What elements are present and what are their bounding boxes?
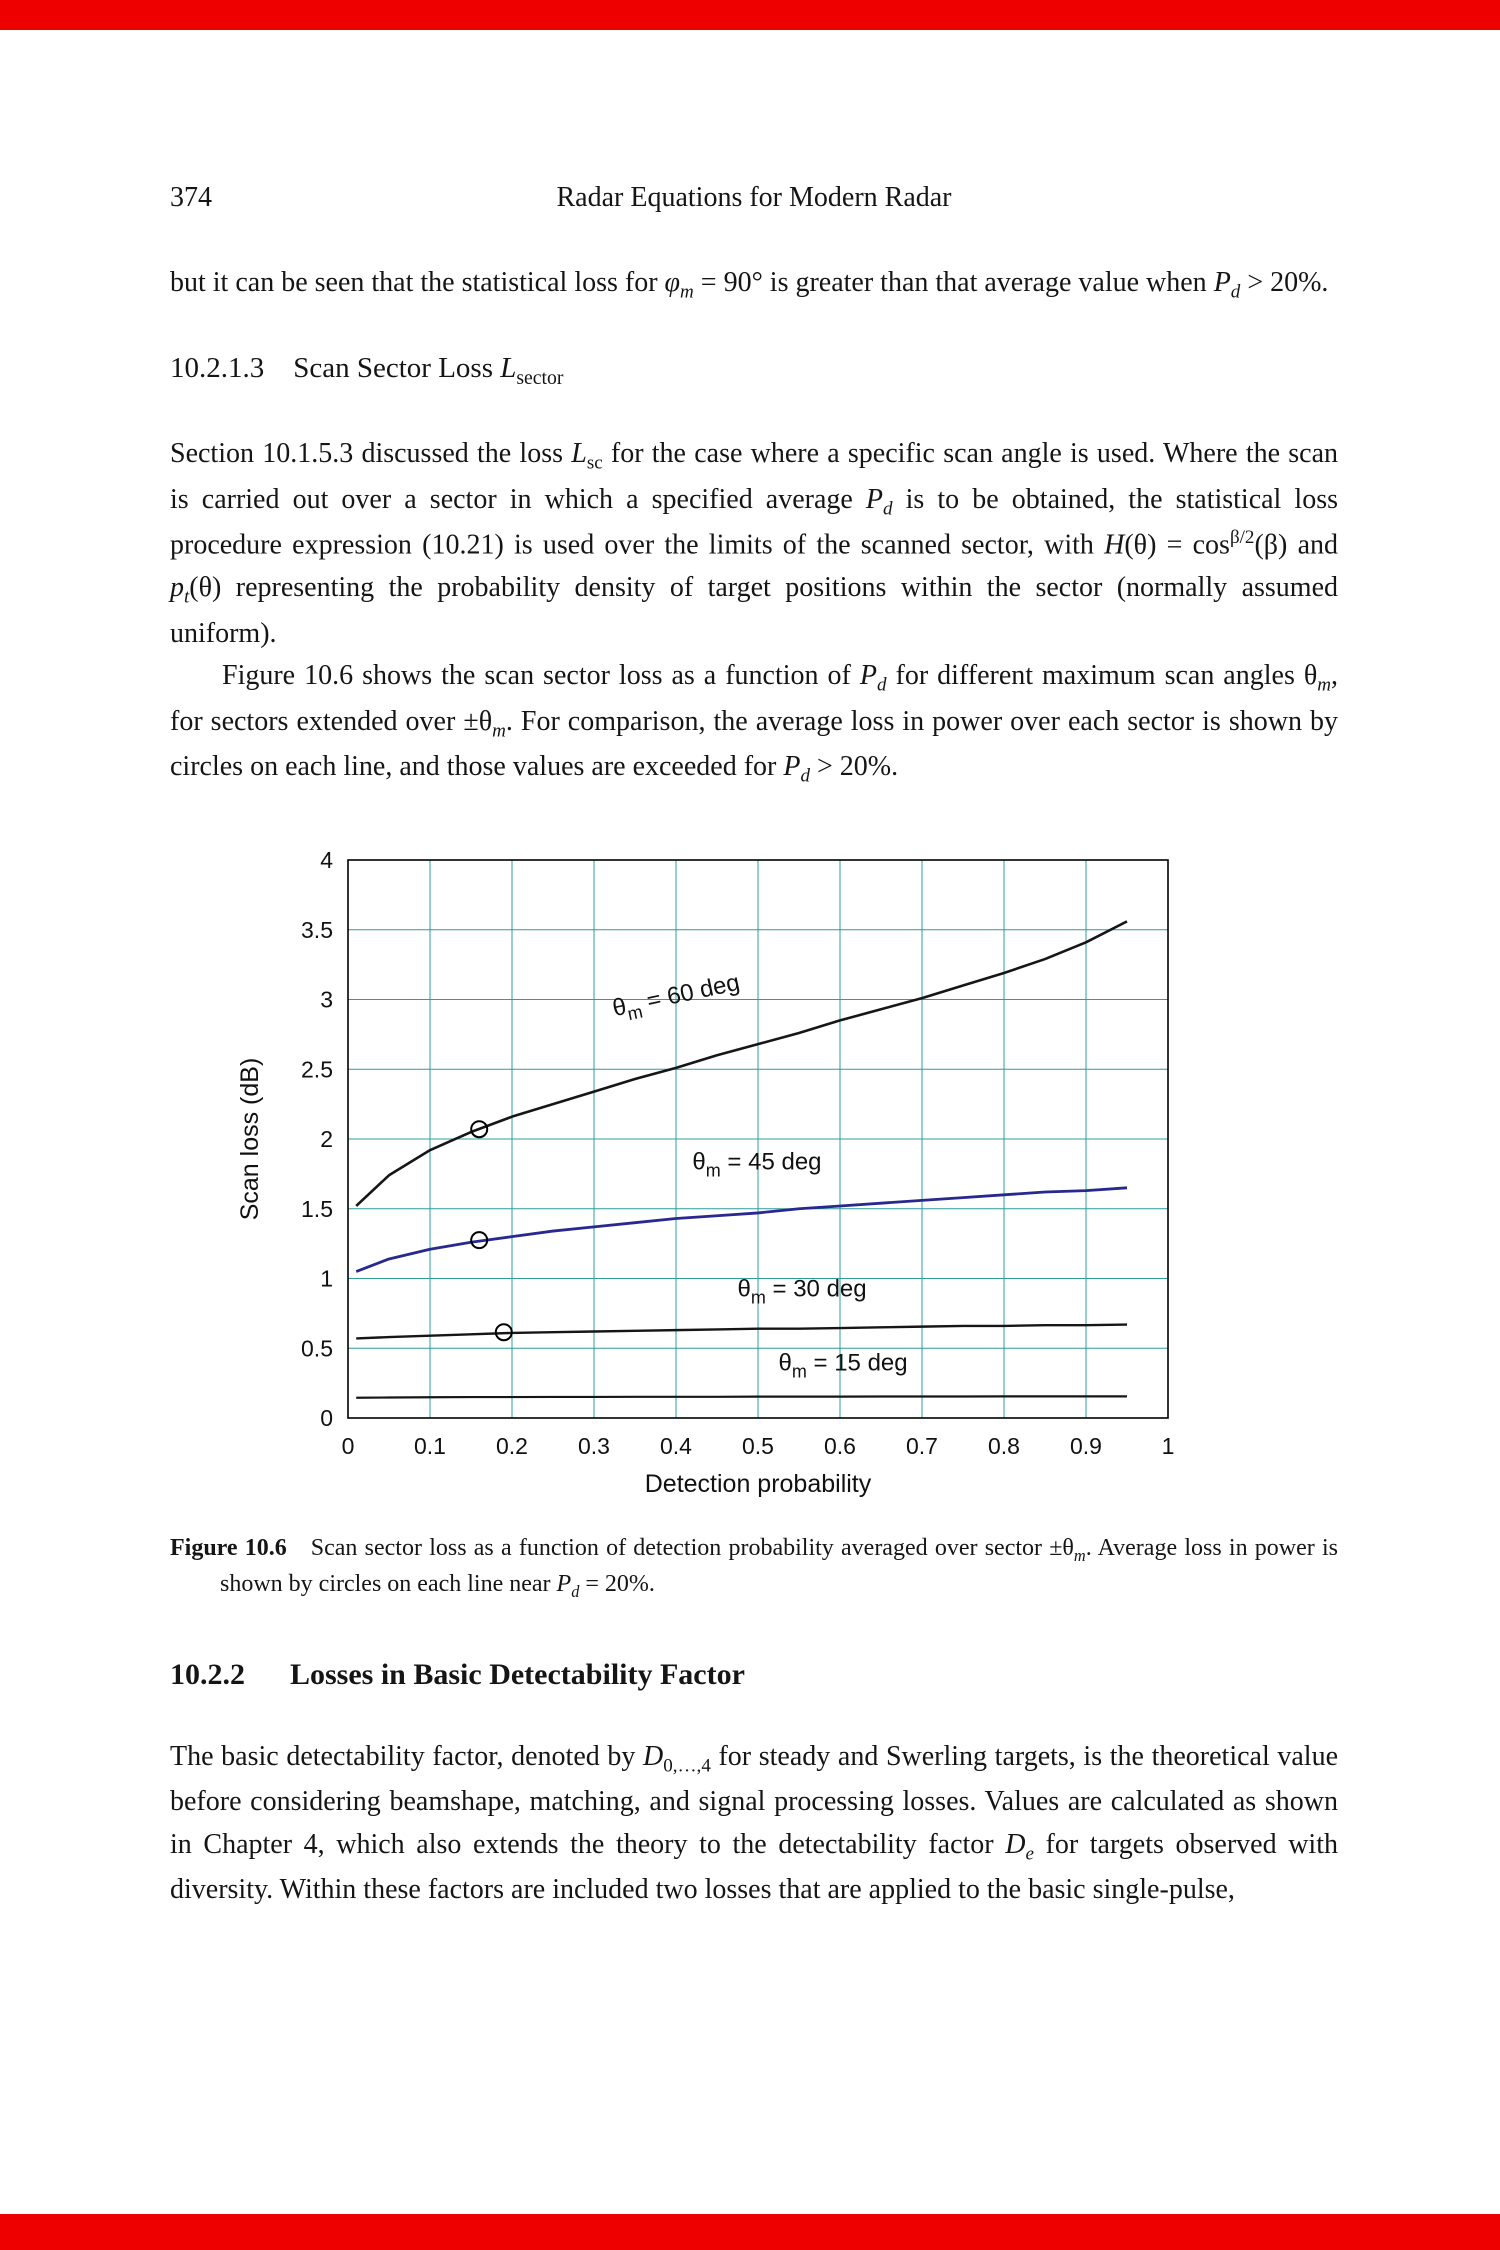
x-tick-label: 0.7 [906,1432,938,1459]
x-tick-label: 0.4 [660,1432,692,1459]
figure-10-6 [230,842,1338,1507]
x-tick-label: 0.3 [578,1432,610,1459]
section-heading-10-2-1-3: 10.2.1.3 Scan Sector Loss $L_{sector}$ [170,351,564,389]
page-content [170,182,1338,1912]
top-accent-bar [0,0,1500,30]
figure-caption: Figure 10.6 Scan sector loss as a function of detection probability averaged over sector $\pm\theta_m$. Average loss in power is shown by circles on each line near $P_d = 20\%$. [170,1534,1339,1602]
paragraph-figure-reference: Figure 10.6 shows the scan sector loss as a function of $P_d$ for different maximum scan angles $\theta_m$, for sectors extended over $\pm\theta_m$. For comparison, the average loss in power over each sector is shown by circles on each line, and those values are exceeded for $P_d > 20\%$. [170,660,1339,787]
series-label: $\theta_m = 15$ deg [778,1349,908,1382]
paragraph-detectability-factor: The basic detectability factor, denoted by $D_{0,\dots,4}$ for steady and Swerling targets, is the theoretical value before considering beamshape, matching, and signal processing losses. Values are calculated as shown in Chapter 4, which also extends the theory to the detectability factor $D_e$ for targets observed with diversity. Within these factors are included two losses that are applied to the basic single-pulse, [170,1740,1338,1906]
x-tick-label: 0.1 [414,1432,446,1459]
y-tick-label: 3.5 [301,916,333,943]
series-label: $\theta_m = 45$ deg [692,1148,822,1181]
paragraph-scan-sector-loss: Section 10.1.5.3 discussed the loss $L_{sc}$ for the case where a specific scan angle is used. Where the scan is carried out over a sector in which a specified average $P_d$ is to be obtained, the statistical loss procedure expression (10.21) is used over the limits of the scanned sector, with $H(\theta) = \cos^{\beta/2}(\beta)$ and $p_t(\theta)$ representing the probability density of target positions within the sector (normally assumed uniform). [170,438,1339,649]
y-tick-label: 4 [320,846,333,873]
y-tick-label: 0 [320,1404,333,1431]
series-label: $\theta_m = 30$ deg [737,1275,867,1308]
page-header [170,182,1338,226]
y-axis-label: Scan loss (dB) [236,1057,264,1221]
x-tick-label: 0.6 [824,1432,856,1459]
x-tick-label: 1 [1161,1432,1175,1459]
x-tick-label: 0.9 [1070,1432,1102,1459]
series-line [356,1188,1127,1272]
series-line [356,1324,1127,1338]
y-tick-label: 1.5 [301,1195,333,1222]
x-tick-label: 0.2 [496,1432,528,1459]
x-axis-label: Detection probability [644,1469,872,1498]
x-tick-label: 0.5 [742,1432,774,1459]
y-tick-label: 0.5 [301,1335,333,1362]
bottom-accent-bar [0,2214,1500,2250]
page-number: 374 [170,182,212,213]
series-line [356,1396,1127,1397]
running-head: Radar Equations for Modern Radar [556,182,952,213]
section-heading-10-2-2: 10.2.2 Losses in Basic Detectability Factor [170,1657,745,1691]
paragraph-statistical-loss: but it can be seen that the statistical loss for $\varphi_m = 90^\circ$ is greater than that average value when $P_d > 20\%$. [170,267,1329,303]
y-tick-label: 3 [320,986,333,1013]
y-tick-label: 2.5 [301,1056,333,1083]
x-tick-label: 0 [341,1432,355,1459]
scan-sector-loss-chart [230,842,1180,1502]
series-label: $\theta_m = 60$ deg [610,968,743,1025]
x-tick-label: 0.8 [988,1432,1020,1459]
y-tick-label: 1 [320,1265,333,1292]
y-tick-label: 2 [320,1125,333,1152]
